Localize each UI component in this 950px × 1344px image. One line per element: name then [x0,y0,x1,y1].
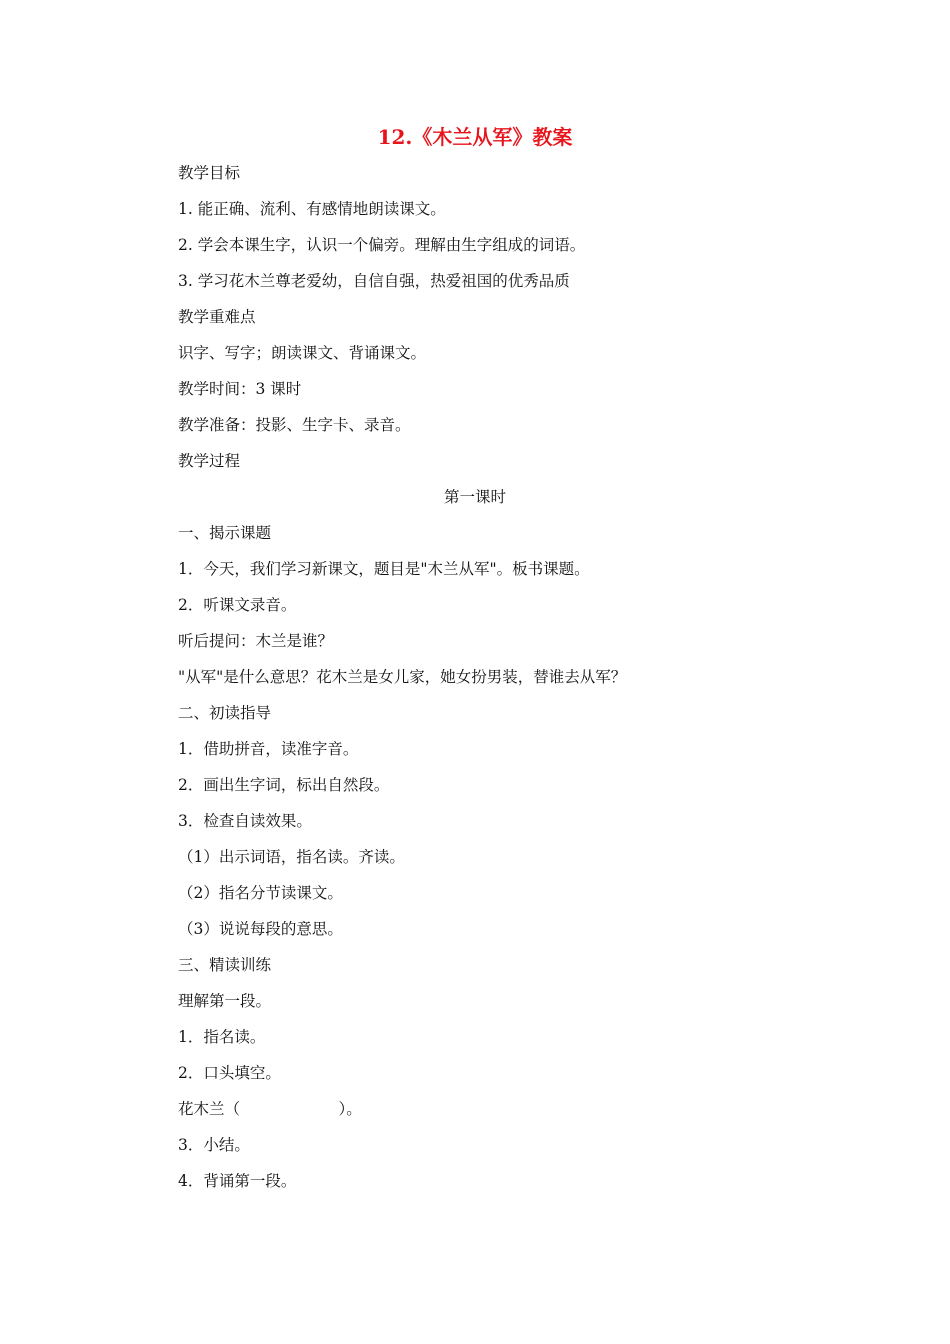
text-line: 2. 学会本课生字，认识一个偏旁。理解由生字组成的词语。 [178,236,586,254]
text-line: 教学时间：3 课时 [178,380,302,398]
text-line: 2．听课文录音。 [178,596,297,614]
text-line: 3．小结。 [178,1136,250,1154]
text-line: 2．口头填空。 [178,1064,281,1082]
text-line: 教学目标 [178,164,241,182]
text-line: 1．指名读。 [178,1028,266,1046]
text-line: 1. 能正确、流利、有感情地朗读课文。 [178,200,446,218]
text-line: （1）出示词语，指名读。齐读。 [178,848,405,866]
text-line: 1．借助拼音，读准字音。 [178,740,359,758]
text-line: 教学重难点 [178,308,256,326]
text-line: 教学过程 [178,452,241,470]
text-line: 三、精读训练 [178,956,272,974]
document-body [178,160,778,1204]
text-line: 3. 学习花木兰尊老爱幼，自信自强，热爱祖国的优秀品质 [178,272,570,290]
text-line: 识字、写字；朗读课文、背诵课文。 [178,344,427,362]
text-line: "从军"是什么意思？花木兰是女儿家，她女扮男装，替谁去从军？ [178,668,627,686]
text-line: 花木兰（ ）。 [178,1100,362,1118]
text-line: 理解第一段。 [178,992,272,1010]
text-line: 1．今天，我们学习新课文，题目是"木兰从军"。板书课题。 [178,560,590,578]
text-line: 4．背诵第一段。 [178,1172,297,1190]
text-line: （3）说说每段的意思。 [178,920,343,938]
section-heading: 第一课时 [443,488,506,506]
document-title: 12.《木兰从军》教案 [377,125,573,149]
text-line: 一、揭示课题 [178,524,272,542]
text-line: 3．检查自读效果。 [178,812,312,830]
text-line: 听后提问：木兰是谁？ [178,632,334,650]
text-line: （2）指名分节读课文。 [178,884,343,902]
text-line: 二、初读指导 [178,704,272,722]
text-line: 教学准备：投影、生字卡、录音。 [178,416,411,434]
text-line: 2．画出生字词，标出自然段。 [178,776,390,794]
